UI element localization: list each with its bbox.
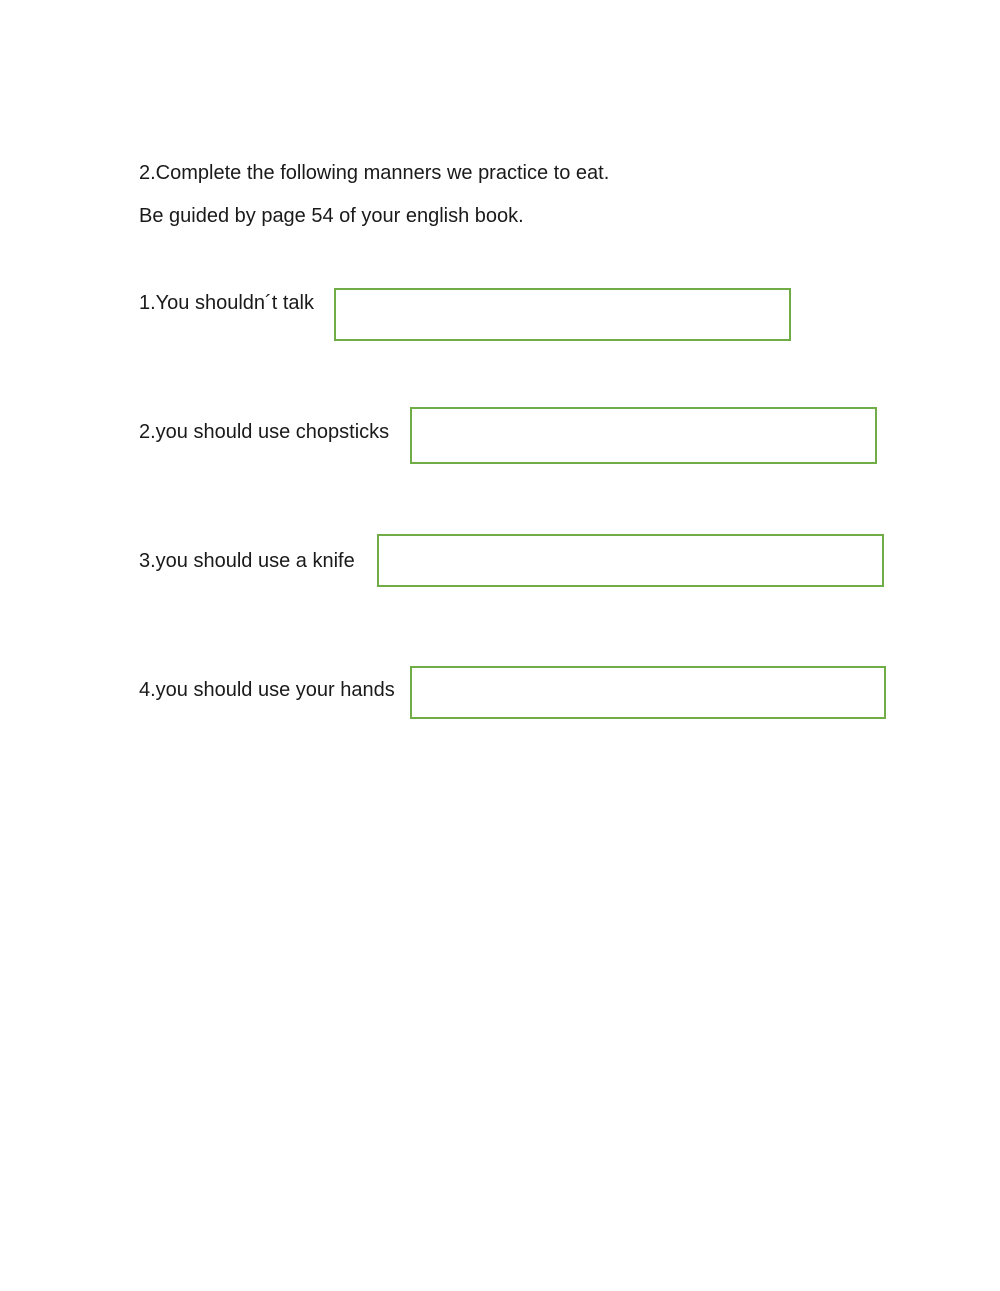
answer-input-3[interactable] bbox=[377, 534, 884, 587]
worksheet-instructions: Be guided by page 54 of your english book. bbox=[139, 205, 524, 227]
question-label-4: 4.you should use your hands bbox=[139, 679, 395, 701]
question-label-3: 3.you should use a knife bbox=[139, 550, 355, 572]
question-label-1: 1.You shouldn´t talk bbox=[139, 292, 314, 314]
answer-input-1[interactable] bbox=[334, 288, 791, 341]
question-label-2: 2.you should use chopsticks bbox=[139, 421, 390, 443]
answer-input-4[interactable] bbox=[410, 666, 886, 719]
answer-input-2[interactable] bbox=[410, 407, 877, 464]
worksheet-title: 2.Complete the following manners we practice to eat. bbox=[139, 162, 610, 184]
